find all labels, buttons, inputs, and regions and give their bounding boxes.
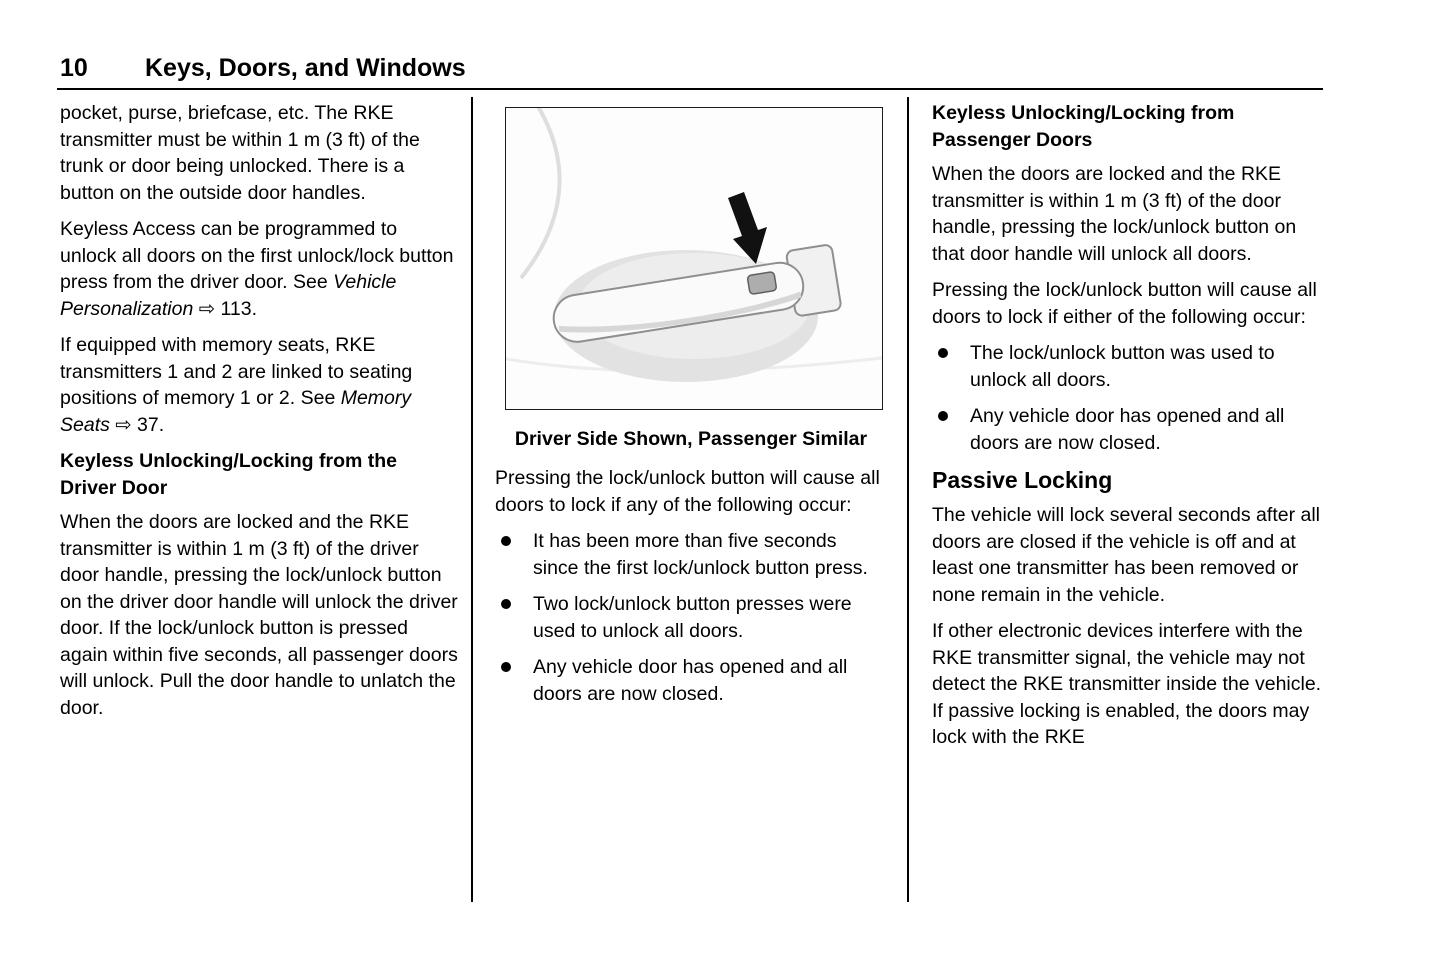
paragraph-interference: If other electronic devices interfere with the RKE transmitter signal, the vehicle may not detect the RKE transmitter inside the vehicle. If passive locking is enabled, the doors may lock with the RKE (932, 620, 1322, 748)
pointer-arrow-icon (728, 192, 767, 264)
column-divider-left (471, 97, 473, 902)
lock-unlock-button (747, 272, 777, 295)
paragraph-passive-locking: The vehicle will lock several seconds after all doors are closed if the vehicle is off and at least one transmitter has been removed or none remain in the vehicle. (932, 504, 1321, 606)
column-left (60, 100, 458, 731)
xref-page-number: ⇨ 113. (193, 297, 258, 320)
column-middle (495, 100, 887, 717)
paragraph-keyless-access (60, 216, 458, 322)
paragraph-driver-door-unlock: When the doors are locked and the RKE transmitter is within 1 m (3 ft) of the driver door handle, pressing the lock/unlock button on the driver door handle will unlock the driver door. If the lock/unlock button is pressed again within five seconds, all passenger doors will unlock. Pull the door handle to unlatch the door. (60, 511, 458, 719)
door-handle-figure (505, 107, 883, 410)
list-item: Any vehicle door has opened and all doors are now closed. (932, 403, 1324, 456)
paragraph-lock-conditions-either: Pressing the lock/unlock button will cause all doors to lock if either of the following occur: (932, 279, 1317, 328)
xref-vehicle-personalization: Vehicle Personalization (60, 271, 397, 320)
heading-keyless-passenger-doors: Keyless Unlocking/Locking from Passenger Doors (932, 102, 1235, 151)
text-segment: Keyless Access can be programmed to unlock all doors on the first unlock/lock button press from the driver door. See (60, 218, 454, 293)
paragraph-lock-conditions: Pressing the lock/unlock button will cause all doors to lock if any of the following occur: (495, 467, 880, 516)
list-item: Any vehicle door has opened and all doors are now closed. (495, 654, 887, 707)
heading-keyless-driver-door: Keyless Unlocking/Locking from the Driver Door (60, 450, 397, 499)
page-number: 10 (60, 54, 88, 82)
xref-memory-seats: Memory Seats (60, 387, 412, 436)
list-item: The lock/unlock button was used to unlock all doors. (932, 340, 1324, 393)
paragraph-rke-transmitter: pocket, purse, briefcase, etc. The RKE transmitter must be within 1 m (3 ft) of the trunk or door being unlocked. There is a button on the outside door handles. (60, 102, 420, 204)
door-handle-illustration (506, 108, 882, 409)
door-crease-line (521, 108, 560, 278)
column-right (932, 100, 1324, 761)
xref-page-number: ⇨ 37. (109, 413, 165, 436)
paragraph-passenger-unlock: When the doors are locked and the RKE transmitter is within 1 m (3 ft) of the door handle, pressing the lock/unlock button on that door handle will unlock all doors. (932, 163, 1297, 265)
figure-caption: Driver Side Shown, Passenger Similar (514, 428, 868, 450)
paragraph-memory-seats (60, 332, 458, 438)
page-title: Keys, Doors, and Windows (145, 54, 466, 82)
heading-passive-locking: Passive Locking (932, 467, 1113, 493)
header-rule (57, 88, 1323, 90)
list-item: It has been more than five seconds since the first lock/unlock button press. (495, 528, 887, 581)
lock-conditions-list-right (932, 340, 1324, 456)
column-divider-right (907, 97, 909, 902)
list-item: Two lock/unlock button presses were used to unlock all doors. (495, 591, 887, 644)
lock-conditions-list (495, 528, 887, 707)
text-segment: If equipped with memory seats, RKE transmitters 1 and 2 are linked to seating positions of memory 1 or 2. See (60, 334, 413, 409)
